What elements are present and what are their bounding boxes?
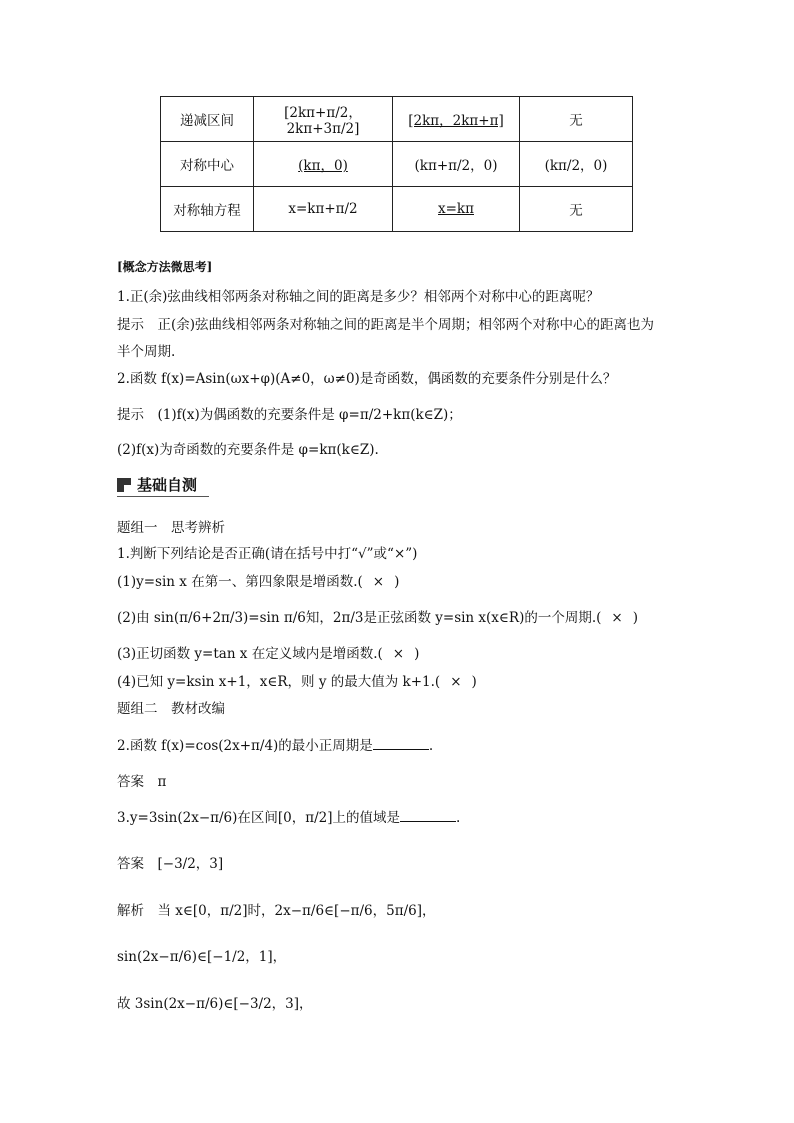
sin-cell: (kπ，0) (254, 142, 393, 187)
question-2-text: 2.函数 f(x)=cos(2x+π/4)的最小正周期是 (117, 738, 373, 754)
row-header: 对称中心 (161, 142, 254, 187)
concept-answer-2-line-2: (2)f(x)为奇函数的充要条件是 φ=kπ(k∈Z). (117, 442, 379, 458)
answer-2: 答案 π (117, 774, 167, 790)
judge-item-end: ) (394, 574, 400, 590)
cos-cell: (kπ+π/2，0) (393, 142, 520, 187)
judge-item-end: ) (471, 674, 477, 690)
concept-question-2: 2.函数 f(x)=Asin(ωx+φ)(A≠0，ω≠0)是奇函数，偶函数的充要条件分别是什么？ (117, 371, 617, 387)
row-header: 对称轴方程 (161, 187, 254, 232)
answer-3: 答案 [−3/2，3] (117, 856, 224, 872)
judge-item-3 (117, 642, 419, 662)
group-1-title: 题组一 思考辨析 (117, 520, 225, 536)
judge-mark: × (372, 574, 385, 590)
sin-cell: x=kπ+π/2 (254, 187, 393, 232)
table-row (161, 97, 633, 142)
judge-mark: × (450, 674, 462, 690)
judge-item-4 (117, 670, 477, 690)
answer-blank (373, 737, 429, 750)
section-square-icon (117, 478, 131, 492)
solution-line-3: 故 3sin(2x−π/6)∈[−3/2，3]， (117, 996, 313, 1012)
judge-mark: × (392, 646, 405, 662)
section-title: 基础自测 (137, 476, 198, 494)
trig-properties-table (160, 96, 633, 232)
question-2-end: . (428, 738, 434, 754)
concept-tag: [概念方法微思考] (117, 260, 213, 274)
tan-cell: 无 (520, 97, 633, 142)
answer-blank (400, 809, 456, 822)
cos-cell: [2kπ，2kπ+π] (393, 97, 520, 142)
tan-cell: (kπ/2，0) (520, 142, 633, 187)
judge-item-text: (3)正切函数 y=tan x 在定义域内是增函数.( (117, 646, 383, 662)
row-header: 递减区间 (161, 97, 254, 142)
concept-answer-1-line-1: 提示 正(余)弦曲线相邻两条对称轴之间的距离是半个周期；相邻两个对称中心的距离也为 (117, 317, 655, 333)
question-3 (117, 806, 460, 826)
group-1-intro: 1.判断下列结论是否正确(请在括号中打“√”或“×”) (117, 546, 418, 562)
solution-line-1: 解析 当 x∈[0，π/2]时，2x−π/6∈[−π/6，5π/6]， (117, 903, 436, 919)
group-2-title: 题组二 教材改编 (117, 701, 225, 717)
judge-mark: × (611, 610, 623, 626)
judge-item-end: ) (414, 646, 420, 662)
judge-item-text: (4)已知 y=ksin x+1，x∈R，则 y 的最大值为 k+1.( (117, 674, 441, 690)
table-row (161, 187, 633, 232)
cos-cell: x=kπ (393, 187, 520, 232)
judge-item-end: ) (632, 610, 638, 626)
judge-item-text: (1)y=sin x 在第一、第四象限是增函数.( (117, 574, 363, 590)
judge-item-text: (2)由 sin(π/6+2π/3)=sin π/6知，2π/3是正弦函数 y=sin x(x∈R)的一个周期.( (117, 610, 602, 626)
judge-item-2 (117, 606, 638, 626)
table-row (161, 142, 633, 187)
concept-answer-2-line-1: 提示 (1)f(x)为偶函数的充要条件是 φ=π/2+kπ(k∈Z)； (117, 407, 462, 423)
concept-answer-1-line-2: 半个周期. (117, 344, 176, 360)
solution-line-2: sin(2x−π/6)∈[−1/2，1]， (117, 949, 287, 965)
tan-cell: 无 (520, 187, 633, 232)
question-3-end: . (456, 810, 461, 826)
concept-question-1: 1.正(余)弦曲线相邻两条对称轴之间的距离是多少？相邻两个对称中心的距离呢？ (117, 289, 600, 305)
judge-item-1 (117, 570, 399, 590)
question-3-text: 3.y=3sin(2x−π/6)在区间[0，π/2]上的值域是 (117, 810, 401, 826)
section-heading (117, 474, 209, 497)
sin-cell: [2kπ+π/2，2kπ+3π/2] (254, 97, 393, 142)
question-2 (117, 734, 433, 754)
